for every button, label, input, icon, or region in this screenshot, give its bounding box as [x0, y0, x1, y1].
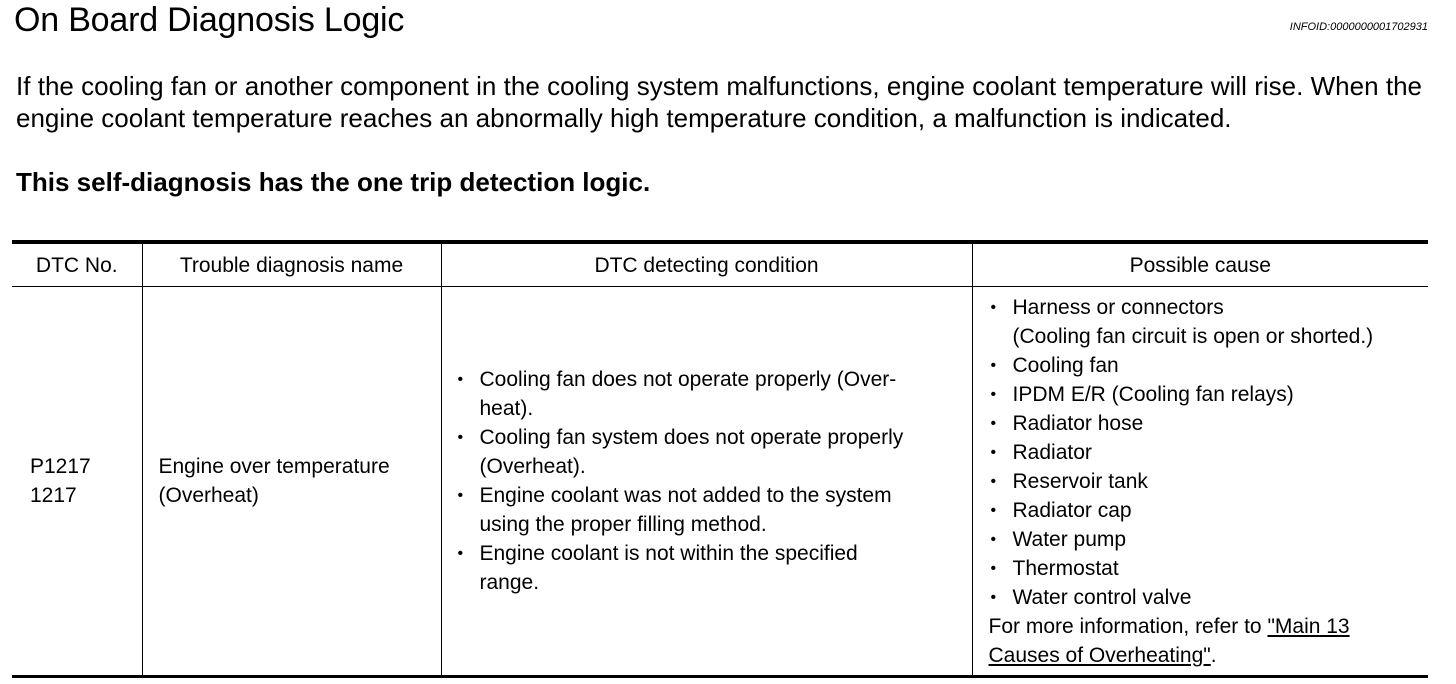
list-item — [989, 525, 1421, 554]
cause-text: • Radiator hose — [1012, 411, 1144, 435]
cause-text: • Thermostat — [1012, 556, 1119, 580]
cause-text: • Radiator — [1012, 440, 1092, 464]
list-item — [989, 554, 1421, 583]
cause-text: • IPDM E/R (Cooling fan relays) — [1012, 382, 1294, 406]
diagnosis-name-cell — [142, 287, 441, 677]
list-item — [989, 496, 1421, 525]
list-item — [989, 380, 1421, 409]
list-item — [989, 409, 1421, 438]
list-item — [989, 467, 1421, 496]
list-item — [456, 365, 962, 423]
overheating-causes-link[interactable]: "Main 13 — [1267, 614, 1350, 638]
condition-text: using the proper filling method. — [479, 513, 767, 536]
dtc-code-alt: 1217 — [30, 484, 77, 507]
overheating-causes-link-cont[interactable]: Causes of Overheating" — [988, 643, 1211, 667]
cause-text: • Reservoir tank — [1012, 469, 1148, 493]
column-header-dtc-no: DTC No. — [12, 242, 142, 287]
more-info-note — [989, 612, 1421, 641]
dtc-table — [12, 240, 1428, 678]
condition-text: heat). — [479, 397, 534, 420]
cause-list — [989, 293, 1421, 612]
column-header-detecting-condition: DTC detecting condition — [441, 242, 972, 287]
diagnosis-name-qualifier: (Overheat) — [158, 484, 259, 507]
condition-text: • Engine coolant was not added to the system — [479, 484, 892, 507]
condition-text: (Overheat). — [479, 455, 586, 478]
cause-text: • Radiator cap — [1012, 498, 1132, 522]
list-item — [456, 481, 962, 539]
list-item — [989, 293, 1421, 351]
condition-text: • Cooling fan system does not operate properly — [479, 426, 904, 449]
detecting-condition-cell — [441, 287, 972, 677]
detection-logic-note: This self-diagnosis has the one trip detection logic. — [16, 167, 651, 197]
dtc-number-cell — [12, 287, 142, 677]
table-row — [12, 287, 1428, 677]
column-header-diagnosis-name: Trouble diagnosis name — [142, 242, 441, 287]
more-info-prefix: For more information, refer to — [988, 614, 1268, 638]
more-info-note-cont — [989, 641, 1421, 670]
condition-list — [456, 365, 962, 597]
list-item — [456, 539, 962, 597]
page-title: On Board Diagnosis Logic — [14, 1, 405, 39]
intro-paragraph: If the cooling fan or another component in the cooling system malfunctions, engine coolant temperature will rise. When the engine coolant temperature reaches an abnormally high temperature condition, a malfunction is indicated. — [16, 71, 1422, 133]
column-header-possible-cause: Possible cause — [972, 242, 1428, 287]
cause-text: • Harness or connectors — [1012, 295, 1224, 319]
info-id: INFOID:0000000001702931 — [1289, 21, 1428, 33]
list-item — [456, 423, 962, 481]
more-info-suffix: . — [1210, 643, 1217, 667]
list-item — [989, 583, 1421, 612]
cause-text: • Water pump — [1012, 527, 1127, 551]
diagnosis-name: Engine over temperature — [158, 455, 390, 478]
cause-text: • Water control valve — [1012, 585, 1192, 609]
table-header-row — [12, 242, 1428, 287]
condition-text: range. — [479, 571, 540, 594]
cause-text: • Cooling fan — [1012, 353, 1119, 377]
condition-text: • Cooling fan does not operate properly (Over- — [479, 368, 897, 391]
list-item — [989, 351, 1421, 380]
condition-text: • Engine coolant is not within the specified — [479, 542, 858, 565]
dtc-code: P1217 — [30, 455, 91, 478]
possible-cause-cell — [972, 287, 1428, 677]
list-item — [989, 438, 1421, 467]
cause-text: (Cooling fan circuit is open or shorted.) — [1012, 324, 1374, 348]
